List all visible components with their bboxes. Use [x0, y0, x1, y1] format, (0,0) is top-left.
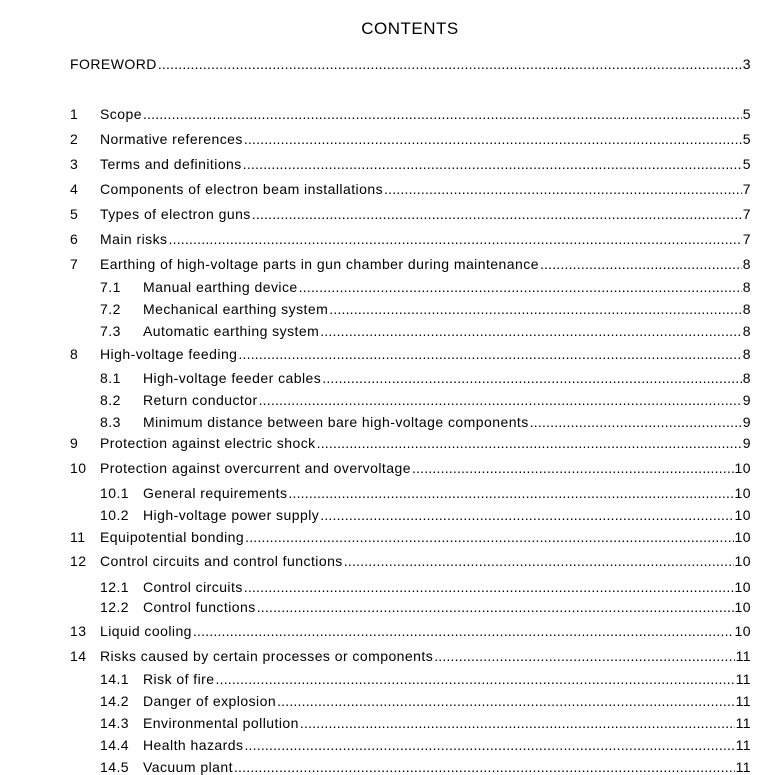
dot-leader: [300, 715, 735, 731]
dot-leader: [320, 507, 733, 523]
toc-entry-title: Vacuum plant: [143, 759, 233, 775]
toc-entry-14-4[interactable]: [100, 733, 751, 753]
toc-entry-number: 12: [70, 553, 87, 569]
dot-leader: [216, 671, 735, 687]
toc-entry-number: 14.3: [100, 715, 130, 731]
page-title: CONTENTS: [361, 19, 459, 38]
toc-entry-page: 5: [742, 106, 751, 122]
toc-entry-page: 9: [742, 392, 751, 408]
toc-entry-title: Main risks: [100, 231, 168, 247]
dot-leader: [245, 529, 733, 545]
toc-entry-7-3[interactable]: [100, 319, 751, 339]
dot-leader: [169, 231, 742, 247]
toc-entry-13[interactable]: [70, 619, 751, 639]
toc-entry-title: Scope: [100, 106, 142, 122]
dot-leader: [193, 623, 734, 639]
toc-entry-number: 12.1: [100, 579, 130, 595]
toc-entry-14-3[interactable]: [100, 711, 751, 731]
toc-entry-number: 12.2: [100, 599, 130, 615]
toc-entry-page: 10: [734, 460, 751, 476]
toc-entry-number: 14: [70, 648, 87, 664]
toc-entry-page: 11: [735, 693, 751, 709]
toc-entry-3[interactable]: [70, 152, 751, 172]
toc-entry-page: 9: [742, 435, 751, 451]
toc-entry-4[interactable]: [70, 177, 751, 197]
toc-entry-page: 5: [742, 156, 751, 172]
toc-entry-8-1[interactable]: [100, 366, 751, 386]
toc-entry-page: 9: [742, 414, 751, 430]
dot-leader: [329, 301, 742, 317]
toc-entry-page: 7: [742, 206, 751, 222]
toc-entry-title: Automatic earthing system: [143, 323, 320, 339]
toc-entry-title: Liquid cooling: [100, 623, 192, 639]
toc-entry-title: Danger of explosion: [143, 693, 277, 709]
toc-entry-page: 8: [742, 370, 751, 386]
toc-entry-page: 10: [734, 485, 751, 501]
toc-entry-14-1[interactable]: [100, 667, 751, 687]
toc-entry-page: 11: [735, 671, 751, 687]
toc-entry-title: Control circuits and control functions: [100, 553, 343, 569]
toc-entry-title: Components of electron beam installations: [100, 181, 384, 197]
toc-entry-number: 8.2: [100, 392, 121, 408]
toc-entry-number: 8.1: [100, 370, 121, 386]
toc-entry-title: Environmental pollution: [143, 715, 299, 731]
dot-leader: [320, 323, 742, 339]
toc-entry-page: 7: [742, 231, 751, 247]
dot-leader: [530, 414, 742, 430]
toc-entry-title: High-voltage feeder cables: [143, 370, 322, 386]
toc-entry-10[interactable]: [70, 456, 751, 476]
toc-entry-title: Terms and definitions: [100, 156, 242, 172]
toc-entry-12-2[interactable]: [100, 595, 751, 615]
toc-entry-page: 7: [742, 181, 751, 197]
toc-entry-title: Control functions: [143, 599, 256, 615]
toc-entry-number: 8: [70, 346, 79, 362]
toc-entry-8[interactable]: [70, 342, 751, 362]
toc-entry-title: Health hazards: [143, 737, 244, 753]
toc-entry-number: 14.1: [100, 671, 130, 687]
toc-entry-page: 11: [735, 715, 751, 731]
toc-entry-12-1[interactable]: [100, 575, 751, 595]
toc-entry-page: 10: [734, 623, 751, 639]
dot-leader: [384, 181, 742, 197]
toc-entry-page: 8: [742, 323, 751, 339]
toc-entry-number: 3: [70, 156, 79, 172]
dot-leader: [234, 759, 735, 775]
toc-entry-10-2[interactable]: [100, 503, 751, 523]
dot-leader: [540, 256, 742, 272]
toc-entry-title: Mechanical earthing system: [143, 301, 329, 317]
dot-leader: [277, 693, 734, 709]
toc-entry-page: 8: [742, 256, 751, 272]
toc-entry-number: 10.2: [100, 507, 130, 523]
toc-entry-10-1[interactable]: [100, 481, 751, 501]
toc-entry-number: 11: [70, 529, 86, 545]
toc-entry-number: 2: [70, 131, 79, 147]
dot-leader: [434, 648, 734, 664]
toc-entry-number: 14.5: [100, 759, 130, 775]
dot-leader: [344, 553, 734, 569]
dot-leader: [244, 737, 734, 753]
dot-leader: [257, 599, 734, 615]
dot-leader: [244, 131, 742, 147]
toc-entry-8-2[interactable]: [100, 388, 751, 408]
toc-entry-2[interactable]: [70, 127, 751, 147]
toc-entry-number: 7.1: [100, 279, 121, 295]
toc-entry-number: 6: [70, 231, 79, 247]
toc-entry-1[interactable]: [70, 102, 751, 122]
toc-entry-title: Manual earthing device: [143, 279, 298, 295]
toc-entry-number: 1: [70, 106, 79, 122]
toc-entry-number: 10: [70, 460, 87, 476]
toc-entry-number: 14.4: [100, 737, 130, 753]
toc-entry-7[interactable]: [70, 252, 751, 272]
toc-entry-12[interactable]: [70, 549, 751, 569]
toc-entry-title: Earthing of high-voltage parts in gun chamber during maintenance: [100, 256, 539, 272]
toc-entry-number: 7.3: [100, 323, 121, 339]
toc-entry-title: High-voltage power supply: [143, 507, 320, 523]
toc-entry-page: 3: [742, 56, 751, 72]
toc-entry-title: General requirements: [143, 485, 288, 501]
toc-entry-14-5[interactable]: [100, 755, 751, 775]
toc-entry-title: Return conductor: [143, 392, 258, 408]
toc-entry-number: 8.3: [100, 414, 121, 430]
toc-entry-page: 10: [734, 553, 751, 569]
toc-entry-page: 10: [734, 529, 751, 545]
toc-entry-number: 9: [70, 435, 79, 451]
dot-leader: [317, 435, 742, 451]
toc-entry-title: Protection against overcurrent and overvoltage: [100, 460, 411, 476]
toc-entry-page: 10: [734, 507, 751, 523]
toc-entry-page: 10: [734, 599, 751, 615]
dot-leader: [243, 156, 742, 172]
toc-entry-page: 10: [734, 579, 751, 595]
toc-entry-title: High-voltage feeding: [100, 346, 238, 362]
toc-entry-page: 8: [742, 279, 751, 295]
toc-entry-14[interactable]: [70, 644, 751, 664]
toc-entry-number: 14.2: [100, 693, 130, 709]
dot-leader: [259, 392, 742, 408]
toc-entry-7-1[interactable]: [100, 275, 751, 295]
toc-entry-title: Types of electron guns: [100, 206, 251, 222]
toc-entry-page: 8: [742, 301, 751, 317]
dot-leader: [288, 485, 733, 501]
toc-entry-9[interactable]: [70, 431, 751, 451]
toc-entry-page: 8: [742, 346, 751, 362]
toc-entry-title: Normative references: [100, 131, 243, 147]
toc-entry-title: Control circuits: [143, 579, 243, 595]
toc-entry-14-2[interactable]: [100, 689, 751, 709]
toc-entry-7-2[interactable]: [100, 297, 751, 317]
toc-entry-number: 10.1: [100, 485, 130, 501]
dot-leader: [412, 460, 734, 476]
toc-entry-number: 7: [70, 256, 79, 272]
toc-entry-title: Protection against electric shock: [100, 435, 316, 451]
toc-entry-title: Minimum distance between bare high-voltage components: [143, 414, 529, 430]
toc-entry-number: 13: [70, 623, 87, 639]
dot-leader: [322, 370, 742, 386]
toc-entry-page: 11: [735, 737, 751, 753]
toc-entry-number: 5: [70, 206, 79, 222]
toc-entry-foreword[interactable]: [70, 52, 751, 72]
toc-entry-number: 4: [70, 181, 79, 197]
toc-entry-6[interactable]: [70, 227, 751, 247]
toc-entry-page: 5: [742, 131, 751, 147]
dot-leader: [143, 106, 742, 122]
toc-entry-title: Equipotential bonding: [100, 529, 245, 545]
toc-entry-11[interactable]: [70, 525, 751, 545]
toc-entry-8-3[interactable]: [100, 410, 751, 430]
toc-entry-5[interactable]: [70, 202, 751, 222]
dot-leader: [238, 346, 741, 362]
dot-leader: [244, 579, 734, 595]
dot-leader: [299, 279, 742, 295]
toc-entry-page: 11: [735, 759, 751, 775]
dot-leader: [252, 206, 742, 222]
toc-entry-title: Risk of fire: [143, 671, 215, 687]
toc-entry-number: 7.2: [100, 301, 121, 317]
toc-entry-page: 11: [735, 648, 751, 664]
toc-entry-title: Risks caused by certain processes or components: [100, 648, 434, 664]
toc-entry-title: FOREWORD: [70, 56, 157, 72]
dot-leader: [158, 56, 742, 72]
